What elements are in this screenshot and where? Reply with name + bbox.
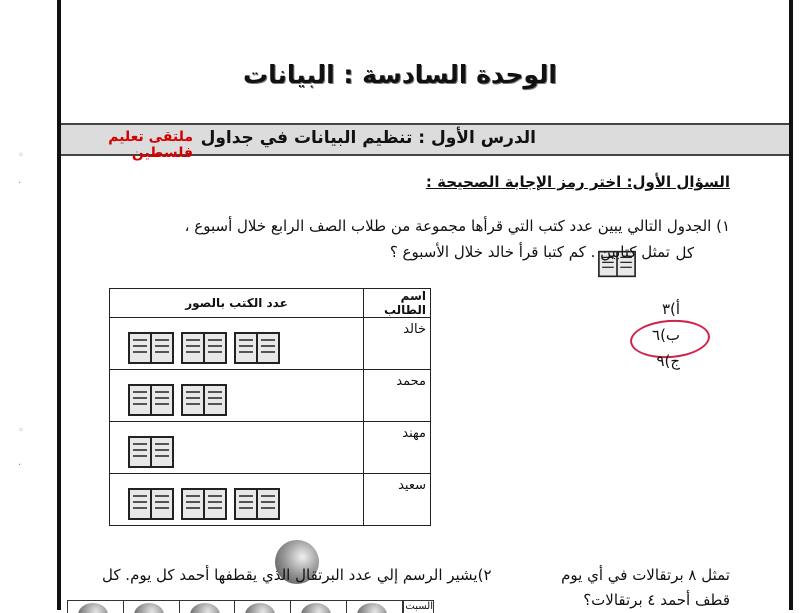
- student-name: سعيد: [364, 474, 431, 526]
- pictograph-table: [109, 288, 431, 526]
- page-border-left: [57, 0, 61, 610]
- book-icon: [181, 331, 227, 365]
- book-icons-cell: [110, 422, 364, 474]
- orange-table-row: [67, 600, 404, 613]
- student-name: محمد: [364, 370, 431, 422]
- orange-icon: [180, 601, 236, 613]
- book-icon: [128, 487, 174, 521]
- table-row: [110, 318, 431, 370]
- book-icons-cell: [110, 370, 364, 422]
- orange-icon: [291, 601, 347, 613]
- page-border-right: [789, 0, 793, 610]
- question1-text-line2: تمثل كتابين . كم كتبا قرأ خالد خلال الأسبوع ؟: [389, 243, 670, 261]
- header-student-name: اسم الطالب: [364, 289, 431, 318]
- lesson-bar: [61, 123, 789, 161]
- answer-choices: [652, 296, 680, 374]
- brand-label: ملتقى تعليم فلسطين: [108, 129, 193, 161]
- choice-b[interactable]: ب)٦: [652, 326, 681, 344]
- scan-speck: ·: [18, 460, 22, 471]
- lesson-title: الدرس الأول : تنظيم البيانات في جداول: [200, 128, 536, 148]
- book-icon: [181, 487, 227, 521]
- question2-text-line2: قطف أحمد ٤ برتقالات؟: [583, 591, 730, 609]
- orange-icon: [124, 601, 180, 613]
- scan-speck: ·: [18, 178, 22, 189]
- scan-speck: ◦: [18, 150, 24, 161]
- orange-icon: [68, 601, 124, 613]
- question1-heading: السؤال الأول: اختر رمز الإجابة الصحيحة :: [425, 173, 730, 191]
- question1-text-line1: ١) الجدول التالي يبين عدد كتب التي قرأها مجموعة من طلاب الصف الرابع خلال أسبوع ،: [184, 217, 730, 235]
- book-icon: [128, 383, 174, 417]
- orange-table-label: السبت: [402, 600, 434, 613]
- table-row: [110, 370, 431, 422]
- question2-text-line1: تمثل ٨ برتقالات في أي يوم ٢)يشير الرسم إلي عدد البرتقال الذي يقطفها أحمد كل يوم. كل: [102, 566, 730, 584]
- unit-title: الوحدة السادسة : البيانات: [243, 60, 557, 89]
- book-icon: [128, 435, 174, 469]
- orange-icon: [235, 601, 291, 613]
- table-row: [110, 422, 431, 474]
- choice-c[interactable]: ج)٩: [656, 352, 681, 370]
- scan-speck: ◦: [18, 425, 24, 436]
- table-row: [110, 474, 431, 526]
- choice-a[interactable]: أ)٣: [661, 300, 681, 318]
- question1-key-prefix: كل: [675, 244, 694, 262]
- book-icons-cell: [110, 474, 364, 526]
- student-name: خالد: [364, 318, 431, 370]
- student-name: مهند: [364, 422, 431, 474]
- book-icon: [234, 331, 280, 365]
- orange-icon: [347, 601, 403, 613]
- book-icons-cell: [110, 318, 364, 370]
- book-icon: [181, 383, 227, 417]
- header-books: عدد الكتب بالصور: [110, 289, 364, 318]
- book-icon: [128, 331, 174, 365]
- book-icon: [234, 487, 280, 521]
